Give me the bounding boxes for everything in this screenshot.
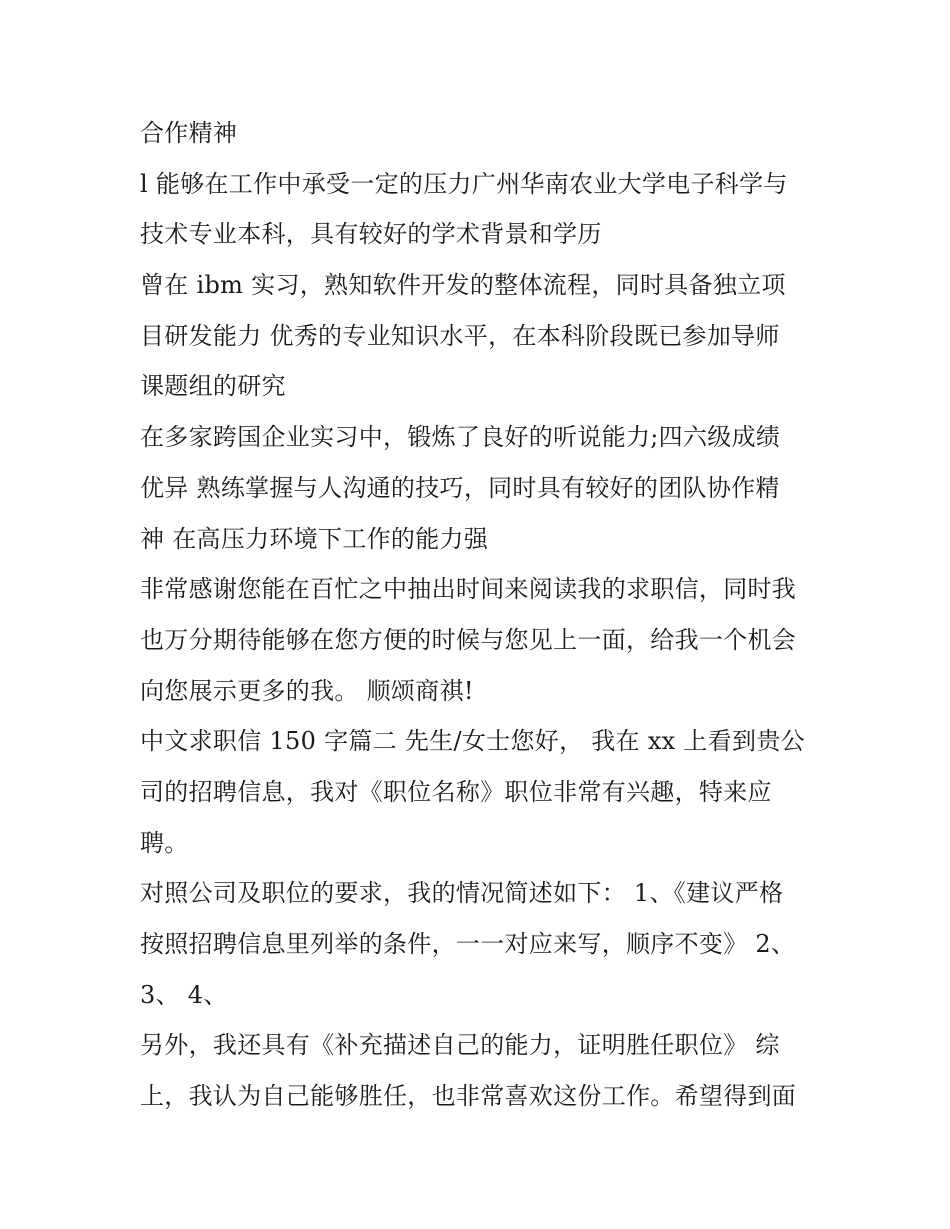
- text-line: 技术专业本科，具有较好的学术背景和学历: [140, 220, 602, 249]
- text-line: 对照公司及职位的要求，我的情况简述如下： 1、《建议严格: [140, 879, 784, 908]
- text-line: 神 在高压力环境下工作的能力强: [140, 524, 489, 553]
- text-line: l 能够在工作中承受一定的压力广州华南农业大学电子科学与: [140, 169, 788, 198]
- text-line: 聘。: [140, 828, 189, 857]
- text-line: 司的招聘信息，我对《职位名称》职位非常有兴趣，特来应: [140, 777, 772, 806]
- text-line: 另外，我还具有《补充描述自己的能力，证明胜任职位》 综: [140, 1031, 780, 1060]
- text-line: 目研发能力 优秀的专业知识水平，在本科阶段既已参加导师: [140, 321, 780, 350]
- text-line: 非常感谢您能在百忙之中抽出时间来阅读我的求职信，同时我: [140, 575, 797, 604]
- text-line: 在多家跨国企业实习中，锻炼了良好的听说能力;四六级成绩: [140, 423, 781, 452]
- text-line: 按照招聘信息里列举的条件，一一对应来写，顺序不变》 2、: [140, 930, 796, 958]
- text-line: 向您展示更多的我。 顺颂商祺!: [140, 676, 474, 705]
- text-line: 中文求职信 150 字篇二 先生/女士您好， 我在 xx 上看到贵公: [140, 727, 805, 756]
- text-line: 上，我认为自己能够胜任，也非常喜欢这份工作。希望得到面: [140, 1082, 797, 1111]
- text-line: 3、 4、: [140, 980, 228, 1009]
- text-line: 曾在 ibm 实习，熟知软件开发的整体流程，同时具备独立项: [140, 271, 786, 300]
- heading-line: 合作精神: [140, 119, 238, 147]
- document-body: [140, 108, 820, 1122]
- text-line: 课题组的研究: [140, 372, 286, 401]
- text-line: 也万分期待能够在您方便的时候与您见上一面，给我一个机会: [140, 625, 797, 654]
- text-line: 优异 熟练掌握与人沟通的技巧，同时具有较好的团队协作精: [140, 473, 780, 502]
